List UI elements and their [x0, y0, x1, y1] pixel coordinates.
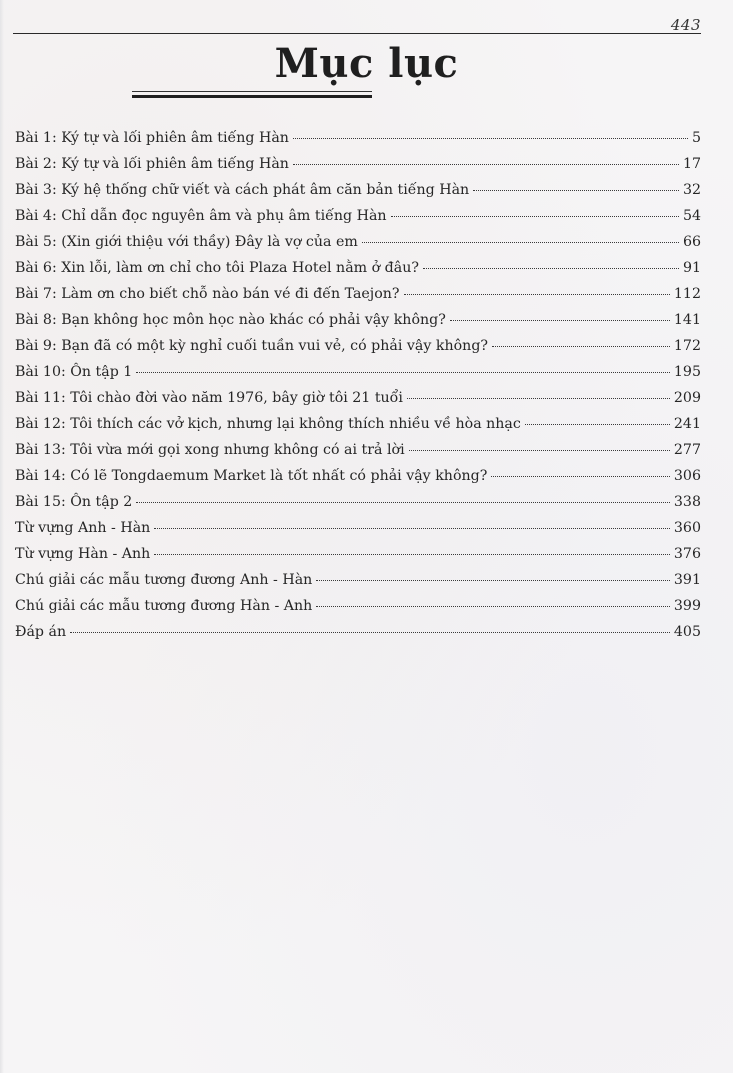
toc-entry-title: Bài 13: Tôi vừa mới gọi xong nhưng không có ai trả lời [15, 442, 405, 458]
toc-entry-page: 91 [682, 260, 701, 276]
toc-entry-page: 172 [673, 338, 701, 354]
toc-entry[interactable] [15, 151, 701, 177]
dot-leader [409, 450, 670, 451]
toc-entry-title: Bài 2: Ký tự và lối phiên âm tiếng Hàn [15, 156, 289, 172]
toc-entry[interactable] [15, 593, 701, 619]
page-edge-shadow [0, 0, 4, 1073]
page-number: 443 [670, 16, 701, 34]
toc-entry-title: Đáp án [15, 624, 67, 640]
toc-entry-title: Bài 7: Làm ơn cho biết chỗ nào bán vé đi đến Taejon? [15, 286, 400, 302]
toc-entry-title: Bài 6: Xin lỗi, làm ơn chỉ cho tôi Plaza Hotel nằm ở đâu? [15, 260, 419, 276]
dot-leader [525, 424, 670, 425]
title-underline-thin [132, 91, 372, 92]
toc-entry-page: 405 [673, 624, 701, 640]
toc-entry-page: 306 [673, 468, 701, 484]
toc-entry[interactable] [15, 385, 701, 411]
toc-entry[interactable] [15, 255, 701, 281]
dot-leader [316, 606, 670, 607]
title-underline-thick [132, 95, 372, 98]
dot-leader [450, 320, 670, 321]
toc-entry[interactable] [15, 203, 701, 229]
toc-entry[interactable] [15, 541, 701, 567]
dot-leader [473, 190, 679, 191]
toc-entry[interactable] [15, 177, 701, 203]
toc-entry-title: Bài 14: Có lẽ Tongdaemum Market là tốt nhất có phải vậy không? [15, 468, 488, 484]
toc-entry[interactable] [15, 333, 701, 359]
toc-entry[interactable] [15, 307, 701, 333]
dot-leader [316, 580, 670, 581]
dot-leader [362, 242, 679, 243]
toc-entry-page: 141 [673, 312, 701, 328]
toc-entry-page: 195 [673, 364, 701, 380]
toc-entry-page: 338 [673, 494, 701, 510]
dot-leader [407, 398, 670, 399]
toc-entry-title: Chú giải các mẫu tương đương Anh - Hàn [15, 572, 313, 588]
dot-leader [491, 476, 670, 477]
dot-leader [423, 268, 679, 269]
toc-entry-title: Bài 5: (Xin giới thiệu với thầy) Đây là vợ của em [15, 234, 358, 250]
dot-leader [136, 502, 670, 503]
toc-entry-title: Bài 15: Ôn tập 2 [15, 494, 133, 510]
toc-entry[interactable] [15, 229, 701, 255]
dot-leader [391, 216, 679, 217]
dot-leader [136, 372, 670, 373]
toc-entry[interactable] [15, 463, 701, 489]
toc-entry-page: 54 [682, 208, 701, 224]
toc-entry-title: Từ vựng Anh - Hàn [15, 520, 151, 536]
toc-entry[interactable] [15, 515, 701, 541]
toc-entry-page: 241 [673, 416, 701, 432]
dot-leader [492, 346, 670, 347]
table-of-contents [15, 125, 701, 645]
toc-entry-page: 277 [673, 442, 701, 458]
toc-entry-title: Từ vựng Hàn - Anh [15, 546, 151, 562]
toc-entry-page: 209 [673, 390, 701, 406]
header-rule [13, 33, 701, 34]
toc-entry[interactable] [15, 437, 701, 463]
toc-entry[interactable] [15, 411, 701, 437]
toc-entry-page: 360 [673, 520, 701, 536]
toc-entry[interactable] [15, 567, 701, 593]
toc-entry-title: Bài 11: Tôi chào đời vào năm 1976, bây giờ tôi 21 tuổi [15, 390, 403, 406]
toc-entry[interactable] [15, 125, 701, 151]
toc-entry[interactable] [15, 619, 701, 645]
dot-leader [404, 294, 670, 295]
toc-entry-title: Bài 1: Ký tự và lối phiên âm tiếng Hàn [15, 130, 289, 146]
dot-leader [293, 164, 679, 165]
dot-leader [154, 554, 670, 555]
toc-entry-title: Bài 8: Bạn không học môn học nào khác có phải vậy không? [15, 312, 446, 328]
toc-entry-page: 112 [673, 286, 701, 302]
toc-entry-page: 66 [682, 234, 701, 250]
toc-entry-title: Bài 3: Ký hệ thống chữ viết và cách phát âm căn bản tiếng Hàn [15, 182, 470, 198]
toc-entry-page: 399 [673, 598, 701, 614]
toc-entry-title: Bài 9: Bạn đã có một kỳ nghỉ cuối tuần vui vẻ, có phải vậy không? [15, 338, 489, 354]
toc-entry-page: 376 [673, 546, 701, 562]
dot-leader [293, 138, 688, 139]
toc-entry-page: 5 [691, 130, 701, 146]
toc-entry[interactable] [15, 281, 701, 307]
toc-entry-page: 32 [682, 182, 701, 198]
toc-entry[interactable] [15, 359, 701, 385]
toc-entry-page: 17 [682, 156, 701, 172]
toc-entry-title: Bài 10: Ôn tập 1 [15, 364, 133, 380]
toc-entry-title: Bài 12: Tôi thích các vở kịch, nhưng lại không thích nhiều về hòa nhạc [15, 416, 521, 432]
toc-entry-title: Chú giải các mẫu tương đương Hàn - Anh [15, 598, 313, 614]
toc-entry-title: Bài 4: Chỉ dẫn đọc nguyên âm và phụ âm tiếng Hàn [15, 208, 387, 224]
dot-leader [154, 528, 670, 529]
page-title: Mục lục [274, 40, 459, 87]
dot-leader [70, 632, 670, 633]
toc-entry[interactable] [15, 489, 701, 515]
toc-entry-page: 391 [673, 572, 701, 588]
